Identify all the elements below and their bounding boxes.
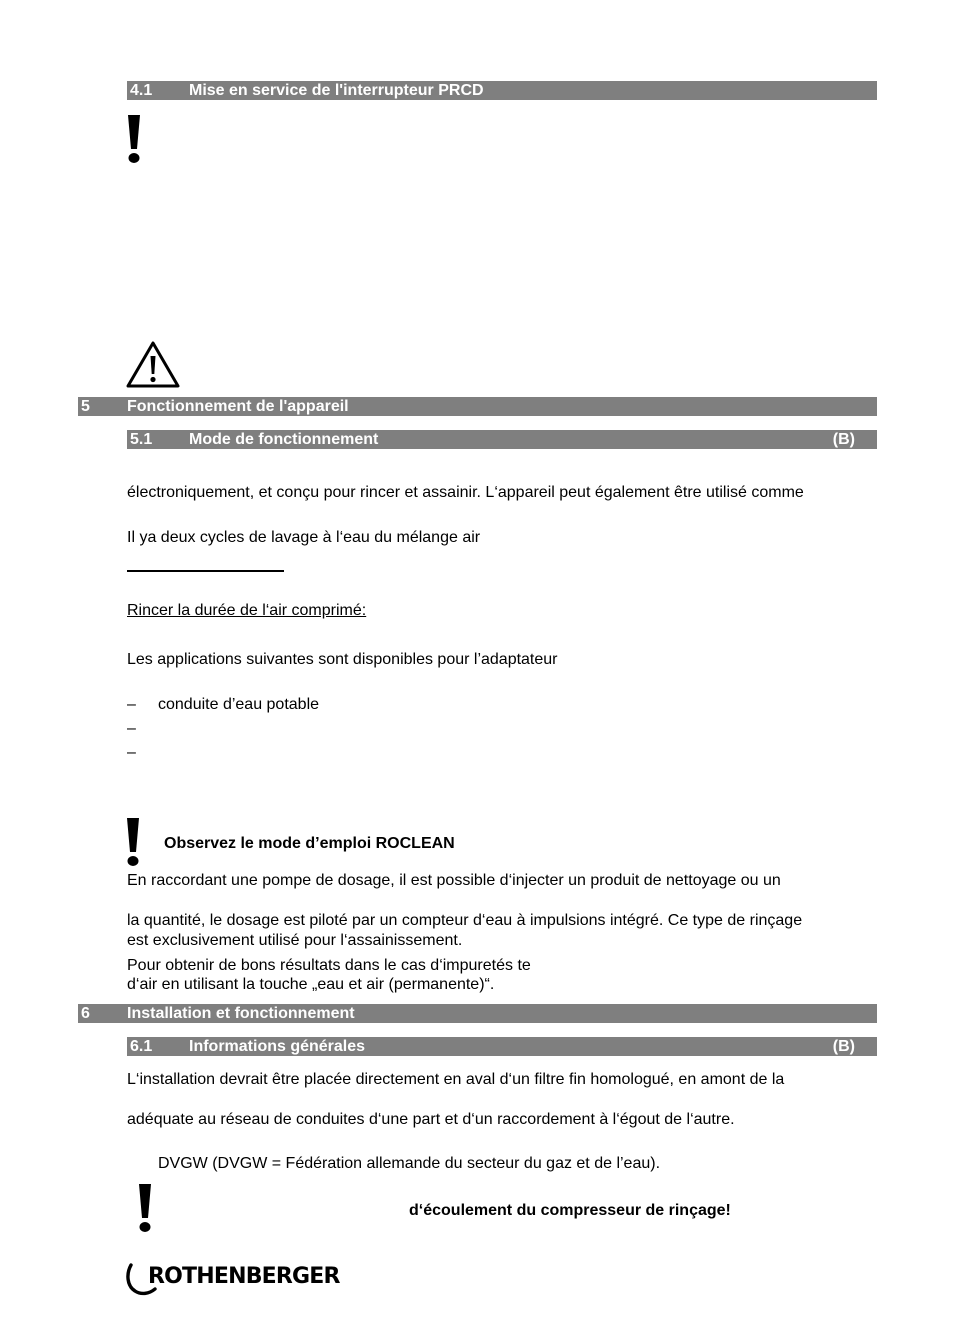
- list-bullet: –: [127, 744, 136, 761]
- list-item: conduite d’eau potable: [158, 696, 320, 713]
- paragraph: Il ya deux cycles de lavage à l‘eau du mélange air: [127, 529, 481, 546]
- section-tag: (B): [832, 1038, 855, 1055]
- section-title: Informations générales: [189, 1038, 366, 1055]
- section-number: 5: [81, 398, 90, 415]
- section-title: Mode de fonctionnement: [189, 431, 379, 448]
- paragraph: d‘air en utilisant la touche „eau et air (permanente)“.: [127, 976, 495, 993]
- section-title: Mise en service de l'interrupteur PRCD: [189, 82, 484, 99]
- paragraph: est exclusivement utilisé pour l‘assainissement.: [127, 932, 463, 949]
- section-6-1-heading: [127, 1037, 877, 1056]
- paragraph: En raccordant une pompe de dosage, il est possible d‘injecter un produit de nettoyage ou un: [127, 872, 781, 889]
- rothenberger-logo: [125, 1262, 365, 1298]
- paragraph: L‘installation devrait être placée directement en aval d‘un filtre fin homologué, en amont de la: [127, 1071, 785, 1088]
- section-tag: (B): [832, 431, 855, 448]
- section-number: 6: [81, 1005, 90, 1022]
- underline-rule: [127, 570, 284, 572]
- section-number: 6.1: [130, 1038, 153, 1055]
- list-bullet: –: [127, 696, 136, 713]
- logo-wordmark: ROTHENBERGER: [148, 1264, 340, 1289]
- section-5-heading: [78, 397, 877, 416]
- paragraph-underlined: Rincer la durée de l‘air comprimé:: [127, 602, 367, 619]
- paragraph: électroniquement, et conçu pour rincer et assainir. L‘appareil peut également être utilisé comme: [127, 484, 804, 501]
- section-number: 5.1: [130, 431, 153, 448]
- note-text: d‘écoulement du compresseur de rinçage!: [409, 1202, 731, 1219]
- paragraph: adéquate au réseau de conduites d‘une part et d‘un raccordement à l‘égout de l‘autre.: [127, 1111, 735, 1128]
- list-bullet: –: [127, 720, 136, 737]
- section-title: Installation et fonctionnement: [127, 1005, 355, 1022]
- note-text: Observez le mode d’emploi ROCLEAN: [164, 835, 455, 852]
- section-4-1-heading: [127, 81, 877, 100]
- section-number: 4.1: [130, 82, 153, 99]
- paragraph: Les applications suivantes sont disponibles pour l’adaptateur: [127, 651, 558, 668]
- exclamation-icon: [123, 816, 143, 868]
- exclamation-icon: [135, 1182, 155, 1234]
- section-6-heading: [78, 1004, 877, 1023]
- paragraph: Pour obtenir de bons résultats dans le cas d‘impuretés te: [127, 957, 531, 974]
- warning-icon: [125, 339, 181, 389]
- section-5-1-heading: [127, 430, 877, 449]
- paragraph: la quantité, le dosage est piloté par un compteur d‘eau à impulsions intégré. Ce type de rinçage: [127, 912, 803, 929]
- section-title: Fonctionnement de l'appareil: [127, 398, 349, 415]
- paragraph: DVGW (DVGW = Fédération allemande du secteur du gaz et de l’eau).: [158, 1155, 661, 1172]
- exclamation-icon: [124, 113, 144, 165]
